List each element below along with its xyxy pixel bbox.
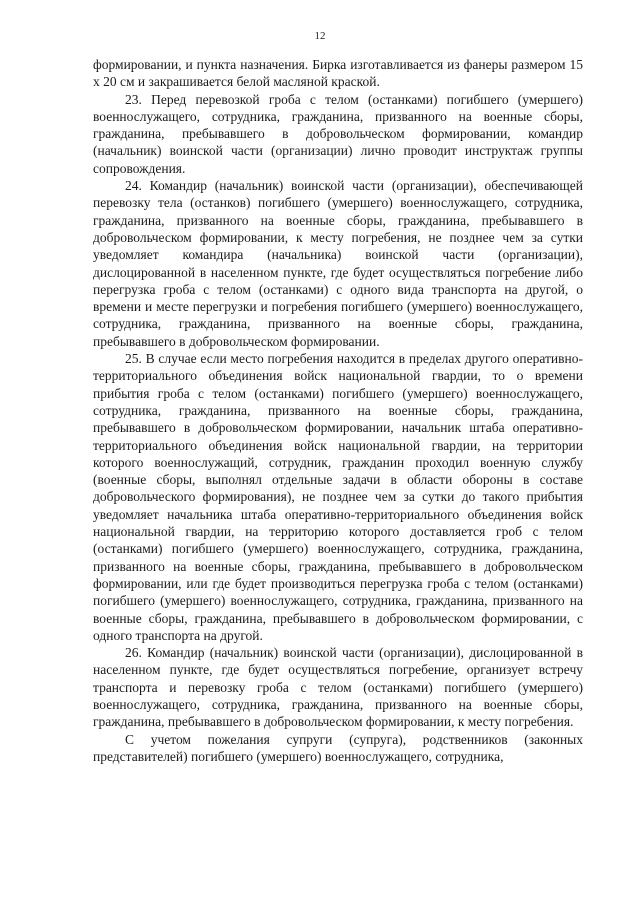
paragraph-continuation: формировании, и пункта назначения. Бирка изготавливается из фанеры размером 15 х 20 см и закрашивается белой масляной краской. [93,57,583,90]
document-body [93,56,583,765]
page-number: 12 [314,30,326,42]
paragraph-25: 25. В случае если место погребения находится в пределах другого оперативно-территориального объединения войск национальной гвардии, то о времени прибытия гроба с телом (останками) погибшего (умершего) военнослужащего, сотрудника, гражданина, призванного на военные сборы, гражданина, пребывавшего в добровольческом формировании, начальник штаба оперативно-территориального объединения войск национальной гвардии, на территории которого военнослужащий, сотрудник, гражданин проходил военную службу (военные сборы, выполнял отдельные задачи в области обороны в составе добровольческого формирования), не позднее чем за сутки до такого прибытия уведомляет начальника штаба оперативно-территориального объединения войск национальной гвардии, на территорию которого доставляется гроб с телом (останками) погибшего (умершего) военнослужащего, сотрудника, гражданина, призванного на военные сборы, гражданина, пребывавшего в добровольческом формировании, или где будет производиться перегрузка гроба с телом (останками) погибшего (умершего) военнослужащего, сотрудника, гражданина, призванного на военные сборы, гражданина, пребывавшего в добровольческом формировании, с одного транспорта на другой. [93,351,583,643]
paragraph-24: 24. Командир (начальник) воинской части (организации), обеспечивающей перевозку тела (останков) погибшего (умершего) военнослужащего, сотрудника, гражданина, призванного на военные сборы, гражданина, пребывавшего в добровольческом формировании, к месту погребения, не позднее чем за сутки уведомляет командира (начальника) воинской части (организации), дислоцированной в населенном пункте, где будет осуществляться погребение либо перегрузка гроба с телом (останками) с одного вида транспорта на другой, о времени и месте перегрузки и погребения погибшего (умершего) военнослужащего, сотрудника, гражданина, призванного на военные сборы, гражданина, пребывавшего в добровольческом формировании. [93,178,583,349]
paragraph-23: 23. Перед перевозкой гроба с телом (останками) погибшего (умершего) военнослужащего, сотрудника, гражданина, призванного на военные сборы, гражданина, пребывавшего в добровольческом формировании, командир (начальник) воинской части (организации) лично проводит инструктаж группы сопровождения. [93,91,583,176]
paragraph-spouse-wishes: С учетом пожелания супруги (супруга), родственников (законных представителей) погибшего (умершего) военнослужащего, сотрудника, [93,731,583,764]
paragraph-26: 26. Командир (начальник) воинской части (организации), дислоцированной в населенном пункте, где будет осуществляться погребение, организует встречу транспорта и перевозку гроба с телом (останками) погибшего (умершего) военнослужащего, сотрудника, гражданина, призванного на военные сборы, гражданина, пребывавшего в добровольческом формировании, к месту погребения. [93,645,583,730]
